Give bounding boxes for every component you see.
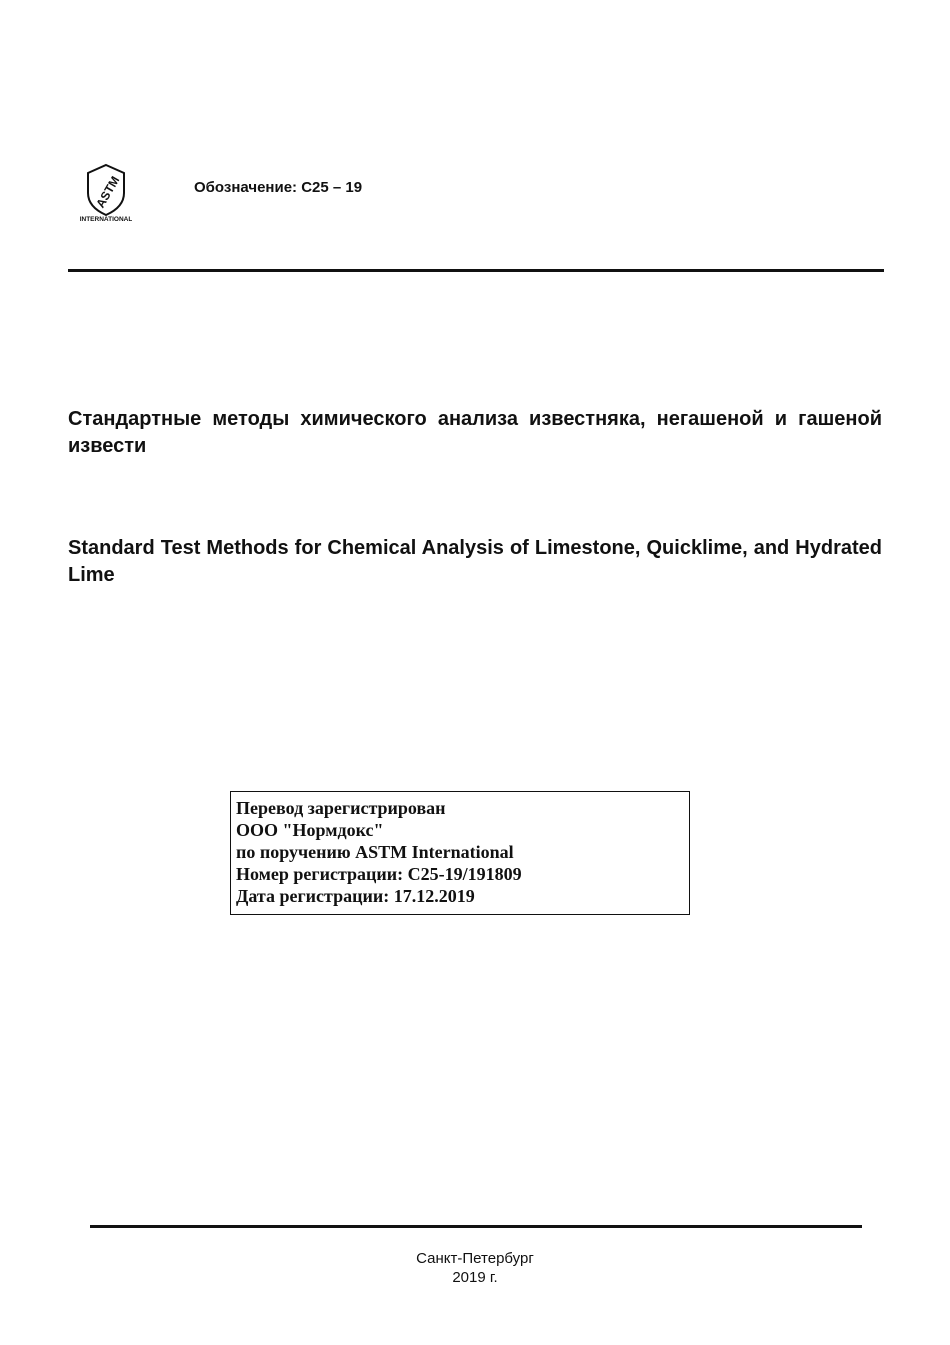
registration-line: Перевод зарегистрирован bbox=[236, 798, 446, 818]
astm-logo-icon bbox=[80, 163, 132, 223]
top-divider bbox=[68, 269, 884, 272]
registration-line: Номер регистрации: C25-19/191809 bbox=[236, 864, 522, 884]
bottom-divider bbox=[90, 1225, 862, 1228]
registration-line: ООО "Нормдокс" bbox=[236, 820, 384, 840]
astm-logo-subtext: INTERNATIONAL bbox=[80, 216, 132, 223]
document-designation: Обозначение: C25 – 19 bbox=[194, 179, 363, 196]
title-english: Standard Test Methods for Chemical Analysis of Limestone, Quicklime, and Hydrated Lime bbox=[68, 537, 882, 586]
title-russian: Стандартные методы химического анализа известняка, негашеной и гашеной извести bbox=[68, 408, 882, 457]
astm-logo bbox=[80, 163, 132, 223]
registration-box bbox=[230, 791, 690, 915]
footer-city: Санкт-Петербург bbox=[416, 1250, 534, 1267]
astm-logo-text: ASTM bbox=[93, 173, 123, 211]
registration-line: по поручению ASTM International bbox=[236, 842, 514, 862]
footer-year: 2019 г. bbox=[452, 1269, 498, 1286]
registration-line: Дата регистрации: 17.12.2019 bbox=[236, 886, 475, 906]
